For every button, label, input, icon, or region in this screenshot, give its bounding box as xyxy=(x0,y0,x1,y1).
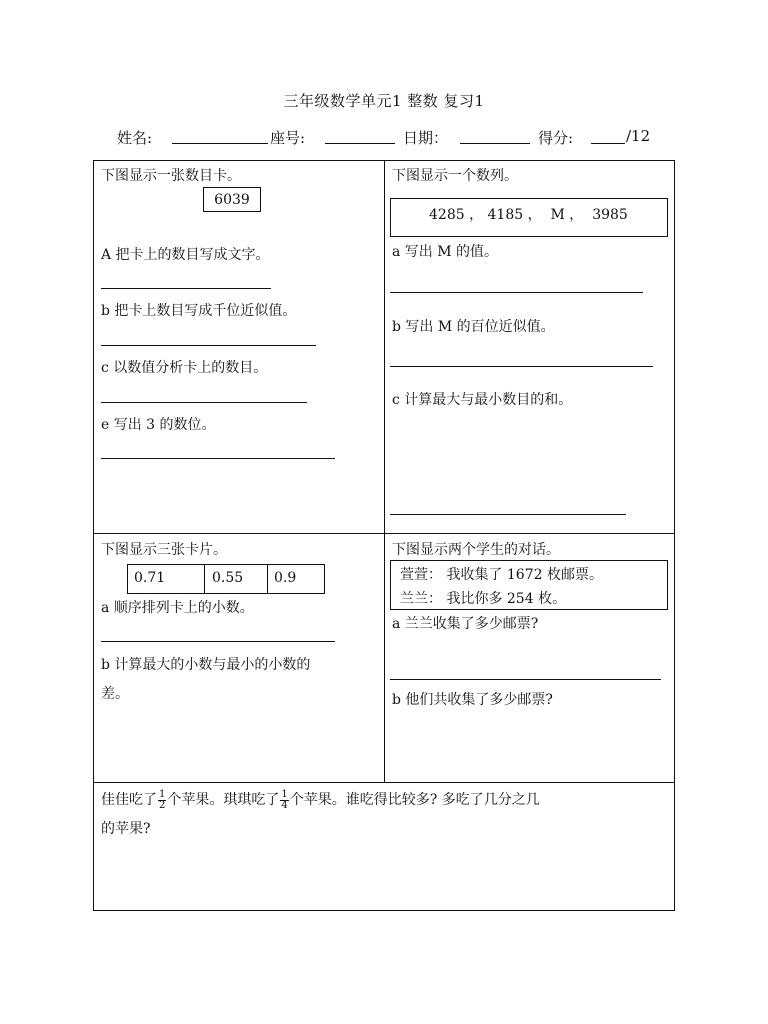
q4-question-b: b 他们共收集了多少邮票? xyxy=(392,692,553,708)
q2-question-b: b 写出 M 的百位近似值。 xyxy=(392,319,555,335)
date-label: 日期： xyxy=(403,129,449,147)
q5-text-2: 个苹果。琪琪吃了 xyxy=(167,792,280,808)
q1-answer-a-line[interactable] xyxy=(101,288,271,289)
grid-divider-row2 xyxy=(93,782,675,783)
date-field[interactable] xyxy=(460,131,530,144)
q1-question-b: b 把卡上数目写成千位近似值。 xyxy=(101,303,297,319)
name-label: 姓名: xyxy=(117,129,153,147)
q1-answer-e-line[interactable] xyxy=(101,458,335,459)
q5-fraction-half: $\frac{1}{2}$ xyxy=(159,788,166,811)
score-label: 得分: xyxy=(538,129,574,147)
q2-question-c: c 计算最大与最小数目的和。 xyxy=(392,392,573,408)
q5-question-line1 xyxy=(101,789,540,811)
name-field[interactable] xyxy=(172,131,268,144)
q2-intro: 下图显示一个数列。 xyxy=(392,168,518,184)
q4-dialog-box xyxy=(390,560,668,610)
q2-question-a: a 写出 M 的值。 xyxy=(392,244,499,260)
q1-question-c: c 以数值分析卡上的数目。 xyxy=(101,360,268,376)
q2-sequence-box xyxy=(390,198,668,237)
q1-question-e: e 写出 3 的数位。 xyxy=(101,417,216,433)
q5-question-line2: 的苹果? xyxy=(101,821,151,837)
q3-question-a: a 顺序排列卡上的小数。 xyxy=(101,600,254,616)
q4-answer-a-line[interactable] xyxy=(390,679,661,680)
q3-cards xyxy=(127,564,325,594)
q2-sequence: 4285 ， 4185 ， M ， 3985 xyxy=(429,207,628,223)
worksheet-title: 三年级数学单元1 整数 复习1 xyxy=(283,92,485,110)
seat-field[interactable] xyxy=(325,131,395,144)
q3-card-3: 0.9 xyxy=(274,570,297,586)
q5-text-1: 佳佳吃了 xyxy=(101,792,157,808)
q1-question-a: A 把卡上的数目写成文字。 xyxy=(101,247,270,263)
score-total: /12 xyxy=(626,127,651,145)
q3-card-2: 0.55 xyxy=(212,570,244,586)
q3-card-divider-1 xyxy=(204,565,205,593)
q4-dialog-2: 兰兰： 我比你多 254 枚。 xyxy=(400,591,567,607)
q3-card-divider-2 xyxy=(267,565,268,593)
q5-fraction-quarter: $\frac{1}{4}$ xyxy=(281,788,288,811)
grid-divider-row1 xyxy=(93,533,675,534)
q1-card-value: 6039 xyxy=(214,192,250,208)
q4-intro: 下图显示两个学生的对话。 xyxy=(392,542,560,558)
q1-number-card xyxy=(203,187,261,212)
q1-answer-c-line[interactable] xyxy=(101,402,307,403)
q3-question-b-line2: 差。 xyxy=(101,686,129,702)
q3-question-b-line1: b 计算最大的小数与最小的小数的 xyxy=(101,657,311,673)
q3-intro: 下图显示三张卡片。 xyxy=(101,542,227,558)
q1-answer-b-line[interactable] xyxy=(101,345,316,346)
q2-answer-b-line[interactable] xyxy=(390,366,653,367)
q2-answer-a-line[interactable] xyxy=(390,292,643,293)
score-field[interactable] xyxy=(591,131,625,144)
seat-label: 座号: xyxy=(270,129,306,147)
q3-answer-a-line[interactable] xyxy=(101,641,335,642)
q4-dialog-1: 萱萱： 我收集了 1672 枚邮票。 xyxy=(400,567,603,583)
q4-question-a: a 兰兰收集了多少邮票? xyxy=(392,616,539,632)
q1-intro: 下图显示一张数目卡。 xyxy=(101,168,241,184)
grid-divider-vertical xyxy=(384,160,385,782)
q2-answer-c-line[interactable] xyxy=(390,514,626,515)
q3-card-1: 0.71 xyxy=(134,570,166,586)
q5-text-3: 个苹果。谁吃得比较多? 多吃了几分之几 xyxy=(289,792,540,808)
